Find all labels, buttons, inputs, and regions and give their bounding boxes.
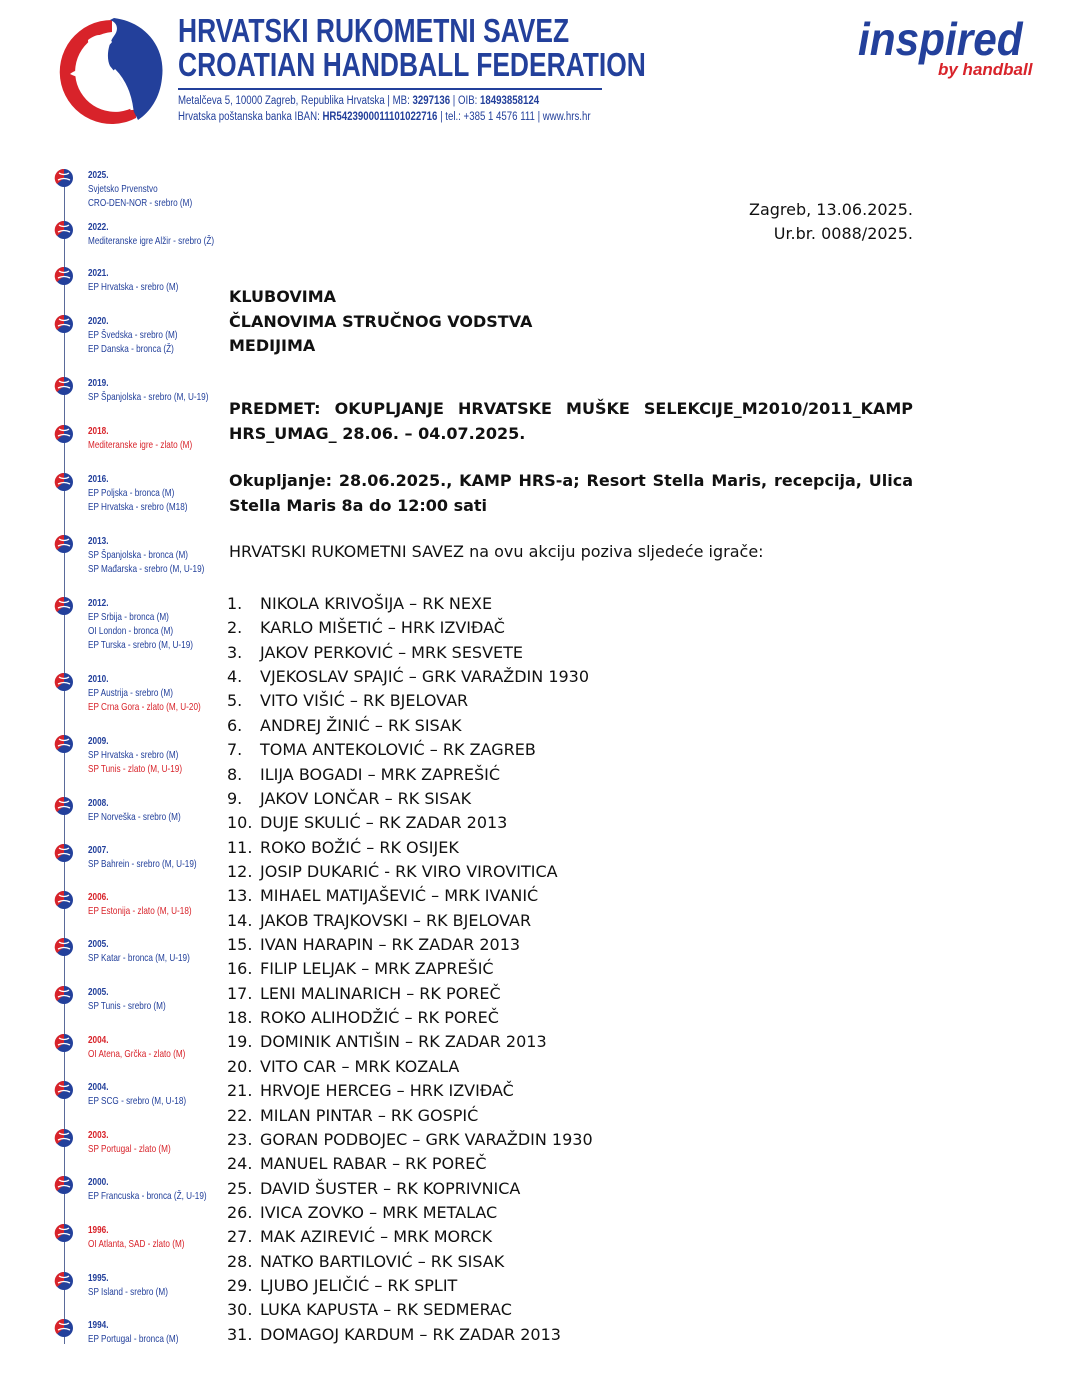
handball-icon [54, 472, 74, 492]
player-name-club: DAVID ŠUSTER – RK KOPRIVNICA [260, 1178, 521, 1198]
mb-label: | MB: [387, 95, 410, 107]
timeline-text [88, 1318, 178, 1346]
player-number: 26. [227, 1202, 253, 1222]
player-number: 20. [227, 1056, 253, 1076]
handball-icon [54, 168, 74, 188]
timeline-achievement: SP Španjolska - srebro (M, U-19) [88, 391, 209, 403]
oib-label: | OIB: [452, 95, 478, 107]
intro-text: HRVATSKI RUKOMETNI SAVEZ na ovu akciju poziva sljedeće igrače: [229, 542, 764, 561]
player-item [227, 836, 593, 860]
timeline-text [88, 843, 197, 871]
timeline-text [88, 534, 204, 576]
timeline-year: 2006. [88, 891, 109, 903]
timeline-text [88, 890, 192, 918]
timeline-text [88, 376, 208, 404]
player-name-club: IVAN HARAPIN – RK ZADAR 2013 [260, 935, 521, 955]
address-line [178, 95, 539, 107]
player-item [227, 1274, 593, 1298]
player-item [227, 1298, 593, 1322]
player-item [227, 1323, 593, 1347]
timeline-text [88, 266, 178, 294]
registration-number: Ur.br. 0088/2025. [773, 224, 913, 243]
player-number: 5. [227, 691, 243, 711]
player-number: 24. [227, 1154, 253, 1174]
player-name-club: ROKO BOŽIĆ – RK OSIJEK [260, 837, 459, 857]
handball-icon [54, 376, 74, 396]
handball-icon [54, 1175, 74, 1195]
player-name-club: ROKO ALIHODŽIĆ – RK POREČ [260, 1008, 499, 1028]
player-item [227, 689, 593, 713]
timeline-achievement: EP Poljska - bronca (M) [88, 487, 175, 499]
handball-icon [54, 985, 74, 1005]
player-number: 27. [227, 1227, 253, 1247]
timeline-text [88, 1223, 184, 1251]
timeline-year: 2019. [88, 377, 109, 389]
player-name-club: NIKOLA KRIVOŠIJA – RK NEXE [260, 594, 493, 613]
player-item [227, 714, 593, 738]
timeline-achievement: EP Hrvatska - srebro (M18) [88, 501, 188, 513]
player-number: 23. [227, 1129, 253, 1149]
player-item [227, 592, 593, 616]
timeline-achievement: Svjetsko Prvenstvo [88, 183, 158, 195]
player-name-club: NATKO BARTILOVIĆ – RK SISAK [260, 1251, 505, 1271]
timeline-year: 2009. [88, 735, 109, 747]
federation-title-en: CROATIAN HANDBALL FEDERATION [178, 46, 646, 83]
timeline-achievement: EP Danska - bronca (Ž) [88, 343, 174, 355]
player-number: 8. [227, 764, 243, 784]
player-number: 21. [227, 1081, 253, 1101]
timeline-year: 1996. [88, 1224, 109, 1236]
handball-icon [54, 534, 74, 554]
timeline-text [88, 1033, 185, 1061]
timeline-achievement: SP Tunis - zlato (M, U-19) [88, 763, 183, 775]
brand-slogan-main: inspired [858, 13, 1023, 65]
player-number: 6. [227, 715, 243, 735]
handball-icon [54, 1223, 74, 1243]
player-item [227, 1152, 593, 1176]
player-item [227, 933, 593, 957]
player-name-club: LJUBO JELIČIĆ – RK SPLIT [260, 1276, 458, 1296]
player-number: 15. [227, 935, 253, 955]
player-item [227, 860, 593, 884]
player-number: 4. [227, 667, 243, 687]
timeline-achievement: EP Francuska - bronca (Ž, U-19) [88, 1190, 207, 1202]
timeline-text [88, 314, 178, 356]
timeline-year: 1994. [88, 1319, 109, 1331]
player-name-club: TOMA ANTEKOLOVIĆ – RK ZAGREB [260, 740, 536, 760]
player-number: 9. [227, 788, 243, 808]
recipient-line: KLUBOVIMA [229, 287, 337, 306]
player-item [227, 763, 593, 787]
player-number: 17. [227, 983, 253, 1003]
timeline-text [88, 424, 192, 452]
contact-info: | tel.: +385 1 4576 111 | www.hrs.hr [440, 111, 591, 123]
timeline-text [88, 168, 192, 210]
player-number: 10. [227, 813, 253, 833]
timeline-achievement: SP Tunis - srebro (M) [88, 1000, 166, 1012]
player-name-club: IVICA ZOVKO – MRK METALAC [260, 1202, 498, 1222]
player-name-club: DOMAGOJ KARDUM – RK ZADAR 2013 [260, 1324, 561, 1344]
handball-icon [54, 266, 74, 286]
timeline-achievement: EP Crna Gora - zlato (M, U-20) [88, 701, 201, 713]
handball-icon [54, 1128, 74, 1148]
timeline-year: 1995. [88, 1272, 109, 1284]
player-name-club: JAKOB TRAJKOVSKI – RK BJELOVAR [260, 910, 532, 930]
player-number: 1. [227, 594, 243, 613]
player-item [227, 957, 593, 981]
timeline-achievement: EP Hrvatska - srebro (M) [88, 281, 179, 293]
timeline-achievement: EP Turska - srebro (M, U-19) [88, 639, 193, 651]
player-name-club: JOSIP DUKARIĆ - RK VIRO VIROVITICA [260, 861, 558, 881]
player-number: 11. [227, 837, 253, 857]
timeline-year: 2008. [88, 797, 109, 809]
recipient-line: ČLANOVIMA STRUČNOG VODSTVA [229, 311, 533, 331]
timeline-achievement: EP SCG - srebro (M, U-18) [88, 1095, 187, 1107]
timeline-year: 2020. [88, 315, 109, 327]
timeline-achievement: OI London - bronca (M) [88, 625, 174, 637]
player-number: 22. [227, 1105, 253, 1125]
timeline-text [88, 1128, 171, 1156]
timeline-achievement: Mediteranske igre Alžir - srebro (Ž) [88, 235, 215, 247]
timeline-text [88, 596, 193, 652]
recipients [229, 285, 532, 359]
player-item [227, 641, 593, 665]
timeline-achievement: EP Estonija - zlato (M, U-18) [88, 905, 192, 917]
timeline-achievement: SP Hrvatska - srebro (M) [88, 749, 179, 761]
player-name-club: MANUEL RABAR – RK POREČ [260, 1154, 487, 1174]
player-item [227, 884, 593, 908]
player-name-club: VJEKOSLAV SPAJIĆ – GRK VARAŽDIN 1930 [260, 667, 590, 687]
player-name-club: MIHAEL MATIJAŠEVIĆ – MRK IVANIĆ [260, 886, 539, 906]
federation-title-hr: HRVATSKI RUKOMETNI SAVEZ [178, 12, 570, 49]
player-item [227, 1225, 593, 1249]
handball-icon [54, 596, 74, 616]
player-number: 18. [227, 1008, 253, 1028]
player-list [227, 592, 593, 1347]
handball-icon [54, 937, 74, 957]
timeline-year: 2004. [88, 1081, 109, 1093]
date-block [749, 198, 913, 246]
player-number: 3. [227, 642, 243, 662]
timeline-year: 2013. [88, 535, 109, 547]
timeline-text [88, 985, 166, 1013]
timeline-line [64, 172, 65, 1344]
player-name-club: VITO VIŠIĆ – RK BJELOVAR [260, 691, 469, 711]
timeline-achievement: EP Srbija - bronca (M) [88, 611, 169, 623]
timeline-achievement: EP Austrija - srebro (M) [88, 687, 173, 699]
timeline-achievement: SP Island - srebro (M) [88, 1286, 168, 1298]
mb-value: 3297136 [412, 95, 451, 107]
player-name-club: VITO CAR – MRK KOZALA [260, 1056, 460, 1076]
handball-icon [54, 314, 74, 334]
handball-player-logo-icon [50, 14, 168, 126]
timeline-text [88, 220, 214, 248]
player-name-club: LUKA KAPUSTA – RK SEDMERAC [260, 1300, 512, 1320]
player-number: 29. [227, 1276, 253, 1296]
player-item [227, 665, 593, 689]
federation-logo [50, 14, 168, 126]
timeline-year: 2018. [88, 425, 109, 437]
timeline-achievement: SP Katar - bronca (M, U-19) [88, 952, 190, 964]
timeline-text [88, 937, 190, 965]
timeline-text [88, 672, 201, 714]
handball-icon [54, 220, 74, 240]
player-item [227, 811, 593, 835]
player-item [227, 1006, 593, 1030]
player-name-club: LENI MALINARICH – RK POREČ [260, 983, 501, 1003]
player-name-club: MILAN PINTAR – RK GOSPIĆ [260, 1105, 479, 1125]
handball-icon [54, 734, 74, 754]
player-number: 12. [227, 861, 253, 881]
player-item [227, 1250, 593, 1274]
player-item [227, 616, 593, 640]
player-name-club: DUJE SKULIĆ – RK ZADAR 2013 [260, 813, 508, 833]
timeline-achievement: Mediteranske igre - zlato (M) [88, 439, 193, 451]
player-name-club: GORAN PODBOJEC – GRK VARAŽDIN 1930 [260, 1129, 593, 1149]
address: Metalčeva 5, 10000 Zagreb, Republika Hrvatska [178, 95, 385, 107]
timeline-year: 2005. [88, 938, 109, 950]
player-item [227, 1104, 593, 1128]
player-number: 25. [227, 1178, 253, 1198]
timeline-achievement: SP Španjolska - bronca (M) [88, 549, 188, 561]
timeline-year: 2010. [88, 673, 109, 685]
handball-icon [54, 890, 74, 910]
timeline-year: 2016. [88, 473, 109, 485]
timeline-achievement: EP Portugal - bronca (M) [88, 1333, 179, 1345]
player-number: 16. [227, 959, 253, 979]
timeline-achievement: EP Norveška - srebro (M) [88, 811, 181, 823]
recipient-line: MEDIJIMA [229, 336, 316, 355]
timeline-text [88, 1175, 207, 1203]
timeline-text [88, 1271, 168, 1299]
timeline-text [88, 472, 188, 514]
player-item [227, 1079, 593, 1103]
player-item [227, 1177, 593, 1201]
player-name-club: KARLO MIŠETIĆ – HRK IZVIĐAČ [260, 618, 505, 638]
timeline-year: 2005. [88, 986, 109, 998]
player-number: 31. [227, 1324, 253, 1344]
oib-value: 18493858124 [480, 95, 540, 107]
timeline-year: 2000. [88, 1176, 109, 1188]
player-number: 7. [227, 740, 243, 760]
timeline-achievement: SP Portugal - zlato (M) [88, 1143, 171, 1155]
handball-icon [54, 1271, 74, 1291]
timeline-achievement: EP Švedska - srebro (M) [88, 329, 178, 341]
player-number: 13. [227, 886, 253, 906]
iban-value: HR5423900011101022716 [322, 111, 438, 123]
subject: PREDMET: OKUPLJANJE HRVATSKE MUŠKE SELEKCIJE_M2010/2011_KAMP HRS_UMAG_ 28.06. – 04.07.2025. [229, 399, 913, 443]
bank-label: Hrvatska poštanska banka IBAN: [178, 111, 320, 123]
handball-icon [54, 843, 74, 863]
player-name-club: FILIP LELJAK – MRK ZAPREŠIĆ [260, 959, 494, 979]
player-name-club: ILIJA BOGADI – MRK ZAPREŠIĆ [260, 764, 500, 784]
player-item [227, 787, 593, 811]
header-divider [178, 88, 602, 90]
player-item [227, 1030, 593, 1054]
player-item [227, 738, 593, 762]
timeline-achievement: OI Atena, Grčka - zlato (M) [88, 1048, 186, 1060]
player-name-club: JAKOV LONČAR – RK SISAK [260, 788, 472, 808]
player-item [227, 982, 593, 1006]
player-name-club: HRVOJE HERCEG – HRK IZVIĐAČ [260, 1081, 514, 1101]
timeline-year: 2004. [88, 1034, 109, 1046]
timeline-year: 2021. [88, 267, 109, 279]
player-number: 19. [227, 1032, 253, 1052]
timeline-achievement: SP Bahrein - srebro (M, U-19) [88, 858, 197, 870]
timeline-achievement: CRO-DEN-NOR - srebro (M) [88, 197, 193, 209]
handball-icon [54, 1318, 74, 1338]
brand-slogan-sub: by handball [938, 60, 1033, 79]
place-date: Zagreb, 13.06.2025. [748, 200, 913, 219]
timeline-achievement: OI Atlanta, SAD - zlato (M) [88, 1238, 185, 1250]
handball-icon [54, 1080, 74, 1100]
player-name-club: DOMINIK ANTIŠIN – RK ZADAR 2013 [260, 1032, 547, 1052]
player-item [227, 1128, 593, 1152]
handball-icon [54, 1033, 74, 1053]
player-name-club: JAKOV PERKOVIĆ – MRK SESVETE [260, 642, 524, 662]
player-item [227, 1055, 593, 1079]
meeting-info: Okupljanje: 28.06.2025., KAMP HRS-a; Resort Stella Maris, recepcija, Ulica Stella Maris 8a do 12:00 sati [229, 471, 913, 515]
timeline-year: 2007. [88, 844, 109, 856]
player-number: 2. [227, 618, 243, 638]
timeline-year: 2025. [88, 169, 109, 181]
timeline-text [88, 734, 182, 776]
player-item [227, 909, 593, 933]
player-number: 14. [227, 910, 253, 930]
handball-icon [54, 424, 74, 444]
player-number: 28. [227, 1251, 253, 1271]
player-item [227, 1201, 593, 1225]
timeline-text [88, 1080, 186, 1108]
bank-line [178, 111, 591, 123]
timeline-text [88, 796, 181, 824]
handball-icon [54, 796, 74, 816]
player-number: 30. [227, 1300, 253, 1320]
timeline-year: 2022. [88, 221, 109, 233]
timeline-year: 2012. [88, 597, 109, 609]
timeline-achievement: SP Mađarska - srebro (M, U-19) [88, 563, 205, 575]
handball-icon [54, 672, 74, 692]
player-name-club: MAK AZIREVIĆ – MRK MORCK [260, 1227, 493, 1247]
timeline-year: 2003. [88, 1129, 109, 1141]
player-name-club: ANDREJ ŽINIĆ – RK SISAK [260, 715, 462, 735]
